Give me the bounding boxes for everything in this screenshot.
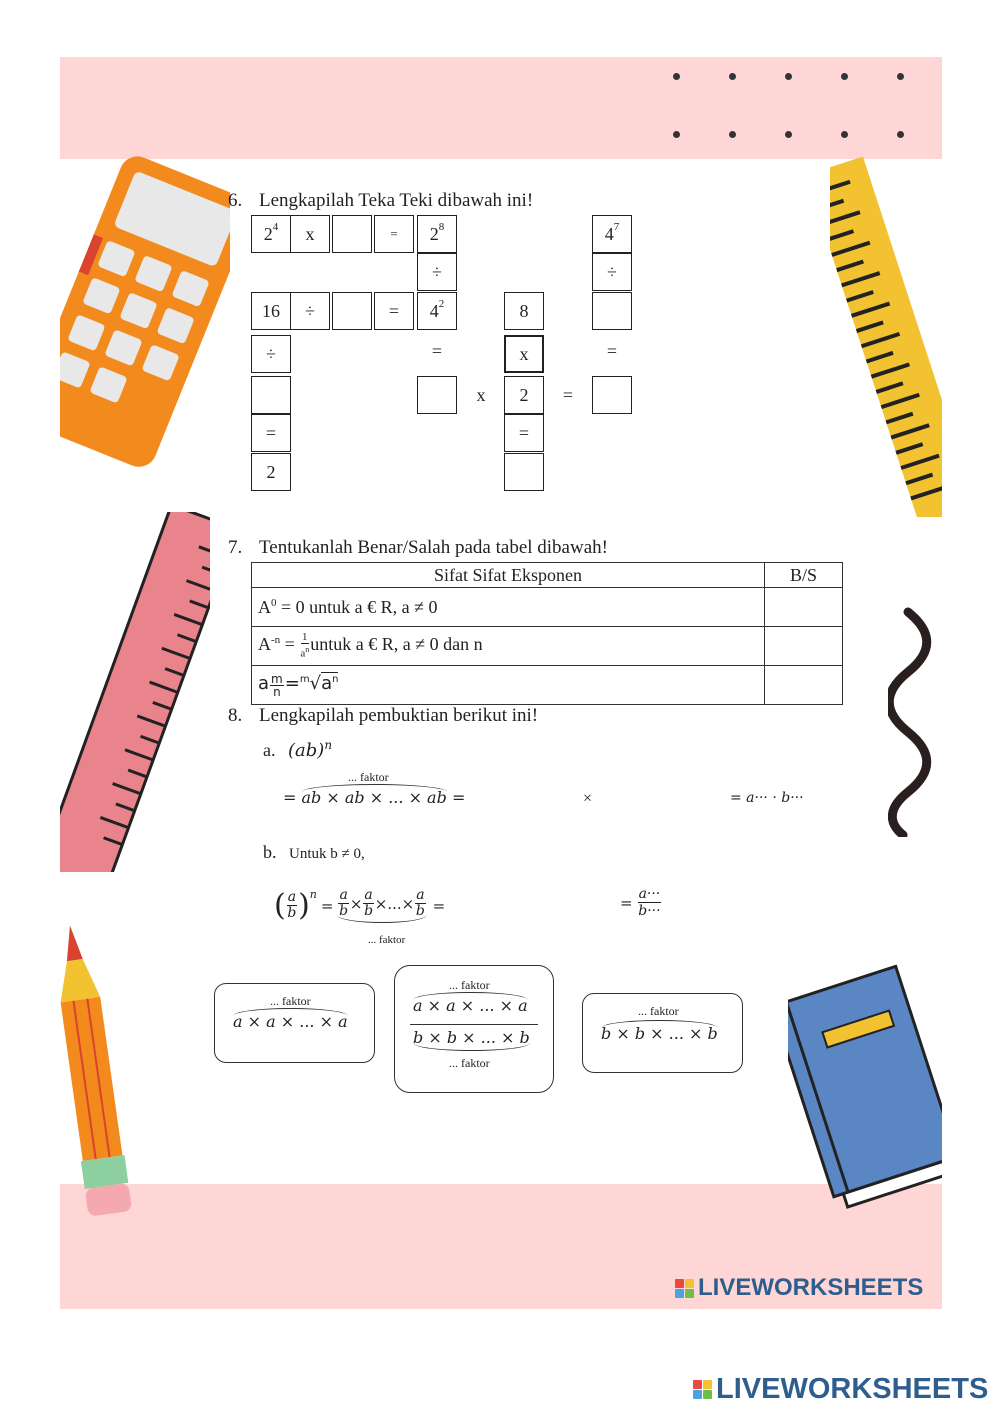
crossword-cell: = [417, 332, 457, 370]
part-a-label: a. (ab)$^n$ [263, 738, 333, 761]
answer-cell[interactable] [765, 666, 843, 705]
part-b-result: = $\frac{a\cdot\cdot\cdot}{b\cdot\cdot\cdot}$ [620, 886, 661, 919]
question-6-title: 6. Lengkapilah Teka Teki dibawah ini! [228, 190, 534, 211]
question-8-title: 8. Lengkapilah pembuktian berikut ini! [228, 705, 539, 726]
calculator-illustration [60, 147, 230, 467]
table-row [252, 666, 843, 705]
crossword-blank-cell[interactable] [417, 376, 457, 414]
crossword-blank-cell[interactable] [592, 376, 632, 414]
top-pink-band [60, 57, 942, 159]
part-a-equation: = ab × ab × ... × ab = [283, 788, 465, 807]
crossword-cell: 2 $^8$ [417, 215, 457, 253]
crossword-cell: ÷ [592, 253, 632, 291]
crossword-blank-cell[interactable] [592, 292, 632, 330]
part-a-result: = a··· · b··· [730, 790, 804, 806]
answer-option-a-product[interactable]: ... faktor a × a × ... × a [214, 983, 375, 1063]
part-b-faktor-label: ... faktor [368, 934, 406, 946]
crossword-cell: x [504, 335, 544, 373]
liveworksheets-footer-logo: LIVEWORKSHEETS [693, 1373, 988, 1406]
crossword-cell: = [251, 414, 291, 452]
liveworksheets-logo: LIVEWORKSHEETS [675, 1274, 923, 1302]
crossword-cell: = [592, 332, 632, 370]
pink-ruler-illustration [60, 512, 210, 872]
liveworksheets-logo-icon [675, 1279, 694, 1298]
crossword-cell: = [374, 292, 414, 330]
crossword-cell: 16 [251, 292, 291, 330]
table-cell: a $\frac{m}{n}$ $=^m√a^n$ [252, 666, 765, 705]
crossword-blank-cell[interactable] [332, 215, 372, 253]
crossword-cell: 4 $^2$ [417, 292, 457, 330]
table-row [252, 627, 843, 666]
answer-option-b-product[interactable]: ... faktor b × b × ... × b [582, 993, 743, 1073]
crossword-blank-cell[interactable] [251, 376, 291, 414]
crossword-cell: 2 [504, 376, 544, 414]
table-header: Sifat Sifat Eksponen [252, 563, 765, 588]
table-cell: $A^{-n}$ = $\frac{1}{a^n}$ untuk a € R, a ≠ 0 dan n [252, 627, 765, 666]
part-b-label: b. Untuk b ≠ 0, [263, 842, 365, 862]
crossword-cell: ÷ [251, 335, 291, 373]
crossword-cell: = [548, 376, 588, 414]
liveworksheets-footer-logo-icon [693, 1380, 712, 1399]
crossword-cell: x [290, 215, 330, 253]
crossword-cell: 4 $^7$ [592, 215, 632, 253]
crossword-cell: = [374, 215, 414, 253]
answer-cell[interactable] [765, 627, 843, 666]
crossword-cell: 2 [251, 453, 291, 491]
part-a-times: × [583, 790, 593, 807]
crossword-blank-cell[interactable] [332, 292, 372, 330]
squiggle-illustration [888, 607, 942, 837]
crossword-blank-cell[interactable] [504, 453, 544, 491]
book-illustration [788, 962, 942, 1222]
answer-cell[interactable] [765, 588, 843, 627]
crossword-cell: ÷ [417, 253, 457, 291]
yellow-ruler-illustration [830, 157, 942, 517]
answer-option-a-over-b[interactable]: ... faktor a × a × ... × a b × b × ... × b ... faktor [394, 965, 554, 1093]
crossword-cell: ÷ [290, 292, 330, 330]
table-header: B/S [765, 563, 843, 588]
table-cell: $A^0 = 0$ untuk a € R, a ≠ 0 [252, 588, 765, 627]
table-row [252, 588, 843, 627]
crossword-cell: 2 $^4$ [251, 215, 291, 253]
pencil-illustration [60, 917, 150, 1217]
part-b-equation: ( $\frac{a}{b}$ ) $^n$ = $\frac{a}{b}$ × $\frac{a}{b}$ × ... × $\frac{a}{b}$ = [274, 887, 446, 923]
true-false-table [251, 562, 843, 705]
part-a-faktor-label: ... faktor [348, 770, 389, 784]
crossword-cell: x [461, 376, 501, 414]
question-7-title: 7. Tentukanlah Benar/Salah pada tabel dibawah! [228, 537, 608, 558]
crossword-cell: 8 [504, 292, 544, 330]
crossword-cell: = [504, 414, 544, 452]
